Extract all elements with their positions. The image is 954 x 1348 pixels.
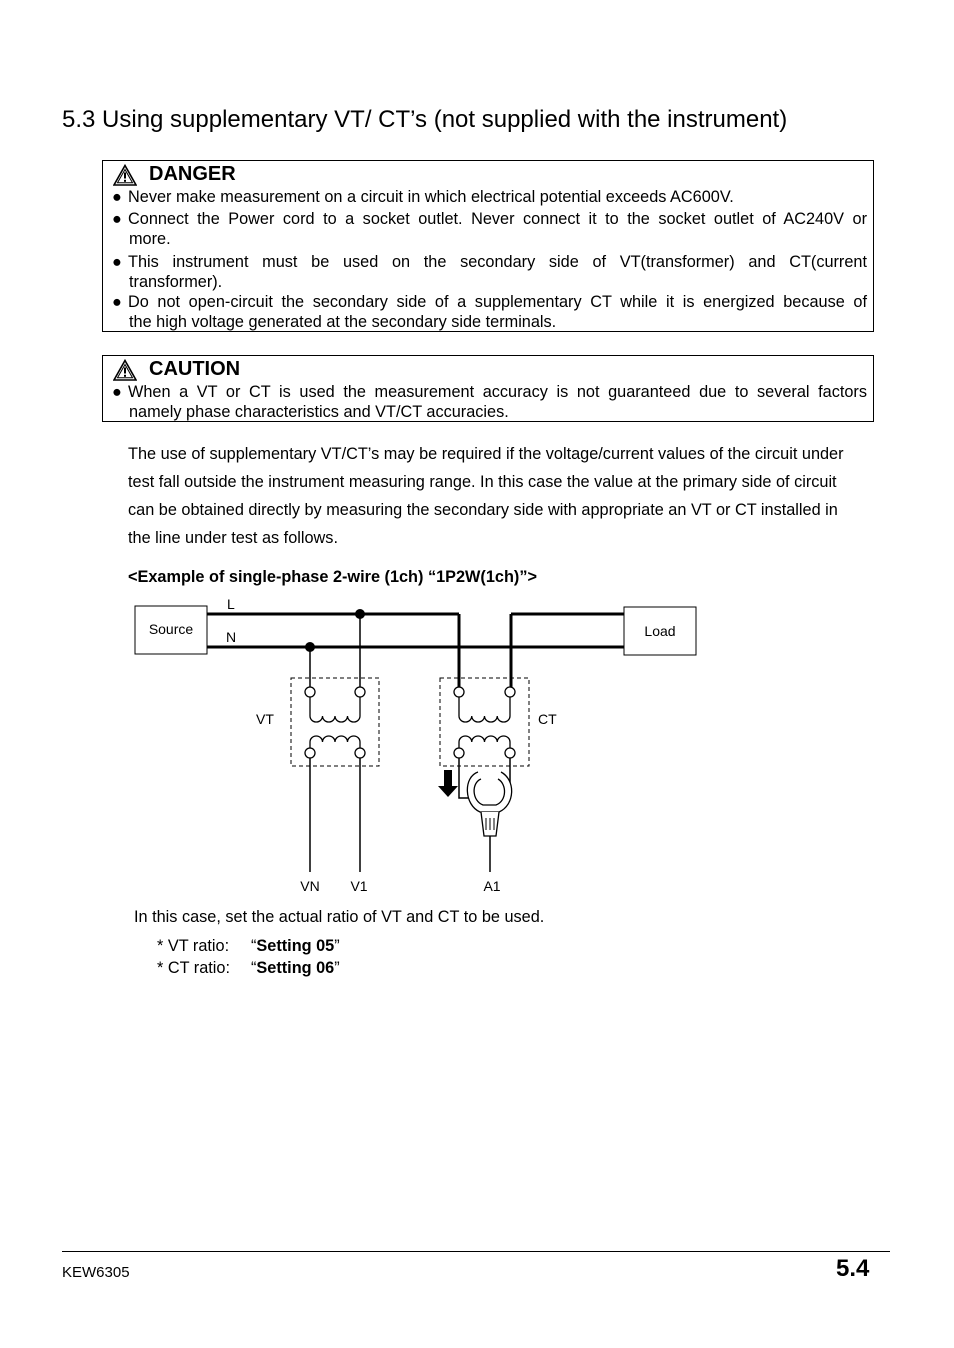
danger-heading-text: DANGER <box>149 163 236 185</box>
warning-triangle-icon <box>113 359 137 381</box>
caution-box <box>102 355 874 422</box>
junction-dot <box>305 642 315 652</box>
footer-divider <box>62 1251 890 1252</box>
source-label: Source <box>148 621 194 637</box>
v1-terminal-label: V1 <box>350 878 368 894</box>
line-l-label: L <box>227 596 235 612</box>
a1-terminal-label: A1 <box>483 878 501 894</box>
caution-heading <box>113 358 240 381</box>
vt-setting-value: Setting 05 <box>256 937 335 955</box>
ct-transformer <box>440 678 529 766</box>
caution-item: ● When a VT or CT is used the measurement accuracy is not guaranteed due to several factors namely phase characteristics and VT/CT accuracies. <box>112 383 867 421</box>
caution-heading-text: CAUTION <box>149 358 241 380</box>
vt-label: VT <box>256 711 274 727</box>
load-label: Load <box>644 623 676 639</box>
wiring-diagram <box>0 590 760 900</box>
line-n-label: N <box>226 629 237 645</box>
ratio-note: In this case, set the actual ratio of VT and CT to be used. <box>134 908 545 926</box>
danger-heading <box>113 163 236 186</box>
danger-item: ● Connect the Power cord to a socket outlet. Never connect it to the socket outlet of AC240V or more. <box>112 210 867 248</box>
vt-ratio-setting: * VT ratio: “Setting 05” <box>157 937 340 955</box>
ct-ratio-setting: * CT ratio: “Setting 06” <box>157 959 340 977</box>
vn-terminal-label: VN <box>300 878 320 894</box>
danger-item: ● This instrument must be used on the secondary side of VT(transformer) and CT(current transformer). <box>112 253 867 291</box>
current-direction-arrow-icon <box>438 770 458 797</box>
warning-triangle-icon <box>113 164 137 186</box>
junction-dot <box>355 609 365 619</box>
section-title: 5.3 Using supplementary VT/ CT’s (not supplied with the instrument) <box>62 106 788 133</box>
danger-item: ● Do not open-circuit the secondary side of a supplementary CT while it is energized because of the high voltage generated at the secondary side terminals. <box>112 293 867 331</box>
footer-model: KEW6305 <box>62 1264 130 1281</box>
ct-setting-value: Setting 06 <box>256 959 335 977</box>
danger-item: ● Never make measurement on a circuit in which electrical potential exceeds AC600V. <box>112 188 734 206</box>
intro-paragraph: The use of supplementary VT/CT’s may be required if the voltage/current values of the circuit under test fall outside the instrument measuring range. In this case the value at the primary side of circuit can be obtained directly by measuring the secondary side with appropriate an VT or CT installed in the line under test as follows. <box>128 445 844 547</box>
example-title: <Example of single-phase 2-wire (1ch) “1P2W(1ch)”> <box>128 568 537 586</box>
page-number: 5.4 <box>836 1255 870 1282</box>
vt-transformer <box>291 678 379 766</box>
clamp-sensor-icon <box>467 772 511 836</box>
ct-label: CT <box>538 711 557 727</box>
danger-box <box>102 160 874 332</box>
